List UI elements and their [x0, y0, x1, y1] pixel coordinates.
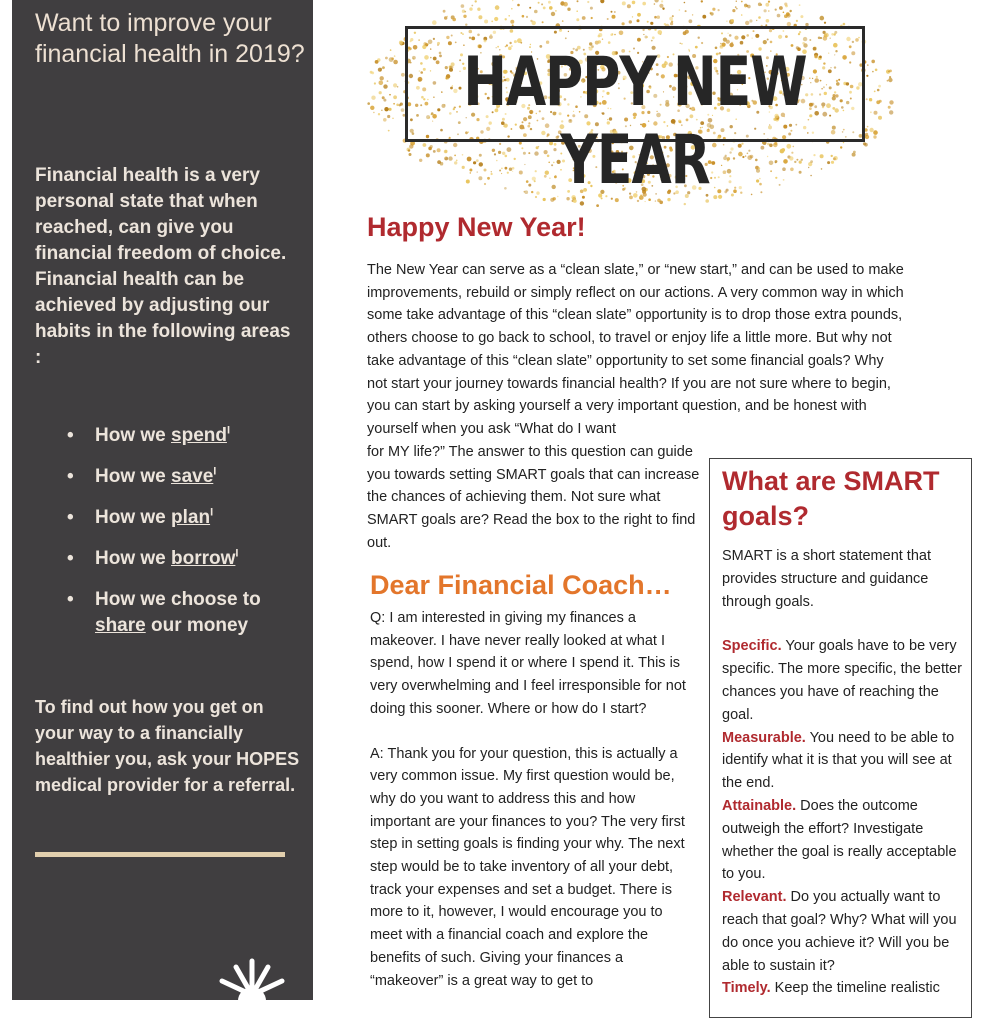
habit-keyword: save	[171, 466, 214, 487]
smart-term: Measurable.	[722, 729, 806, 746]
banner-title: HAPPY NEW YEAR	[463, 44, 807, 200]
habit-keyword: borrow	[171, 548, 236, 569]
smart-intro: SMART is a short statement that provides structure and guidance through goals.	[722, 548, 931, 610]
coach-heading: Dear Financial Coach…	[370, 570, 672, 600]
list-item: • How we plan$^I$	[37, 505, 297, 531]
habit-keyword: plan	[171, 507, 211, 528]
list-item: • How we borrow$^I$	[37, 546, 297, 572]
list-item: • How we save$^I$	[37, 464, 297, 490]
list-item: • How we spend$^I$	[37, 423, 297, 449]
smart-heading: What are SMART goals?	[722, 466, 940, 531]
bullet-icon: •	[67, 466, 74, 487]
sidebar-divider	[35, 852, 285, 857]
list-item: • How we choose to share our money	[67, 589, 261, 636]
article-paragraph: The New Year can serve as a “clean slate,” or “new start,” and can be used to make improvements, rebuild or simply reflect on our actions. A very common way in which some take advantage of this “clean slate” opportunity is to drop those extra pounds, others choose to go back to school, to travel or enjoy life a little more. But why not take advantage of this “clean slate” opportunity to set some financial goals? Why not start your journey towards financial health? If you are not sure where to begin, you can start by asking yourself a very important question, and be honest with yourself when you ask “What do I want	[367, 262, 904, 437]
article-paragraph-continued: for MY life?” The answer to this question can guide you towards setting SMART goals that can increase the chances of achieving them. Not sure what SMART goals are? Read the box to the right to find out.	[367, 444, 700, 551]
smart-content	[722, 545, 967, 1000]
sidebar-intro: Financial health is a very personal state that when reached, can give you financial freedom of choice. Financial health can be achieved by adjusting our habits in the following areas :	[35, 165, 291, 368]
sidebar	[12, 0, 313, 1000]
sidebar-title: Want to improve your financial health in 2019?	[35, 9, 305, 68]
habits-list	[37, 423, 297, 654]
habit-keyword: spend	[171, 425, 227, 446]
coach-answer: A: Thank you for your question, this is actually a very common issue. My first question would be, why do you want to address this and how important are your finances to you? The very first step in setting goals is finding your why. The next step would be to take inventory of all your debt, track your expenses and set a budget. There is more to it, however, I would encourage you to meet with a financial coach and explore the benefits of such. Giving your finances a “makeover” is a great way to get to	[370, 745, 685, 989]
smart-term: Specific.	[722, 638, 782, 655]
bullet-icon: •	[67, 425, 74, 446]
article-heading: Happy New Year!	[367, 212, 586, 242]
bullet-icon: •	[67, 589, 74, 610]
sidebar-outro: To find out how you get on your way to a financially healthier you, ask your HOPES medical provider for a referral.	[35, 697, 300, 795]
bullet-icon: •	[67, 507, 74, 528]
bullet-icon: •	[67, 548, 74, 569]
sun-logo-icon	[212, 955, 292, 1000]
coach-column	[370, 607, 690, 992]
smart-definitions: Specific. Your goals have to be very specific. The more specific, the better chances you have of reaching the goal. Measurable. You need to be able to identify what it is that you will see at the end. Attainable. Does the outcome outweigh the effort? Investigate whether the goal is really acceptable to you. Relevant. Do you actually want to reach that goal? Why? What will you do once you achieve it? Will you be able to sustain it? Timely. Keep the timeline realistic	[722, 638, 962, 997]
coach-question: Q: I am interested in giving my finances a makeover. I have never really looked at what I spend, how I spend it or where I spend it. This is very overwhelming and I feel irresponsible for not doing this sooner. Where or how do I start?	[370, 610, 686, 717]
smart-term: Relevant.	[722, 889, 787, 906]
smart-term: Timely.	[722, 980, 771, 997]
habit-keyword: share	[95, 615, 146, 636]
smart-term: Attainable.	[722, 797, 797, 814]
